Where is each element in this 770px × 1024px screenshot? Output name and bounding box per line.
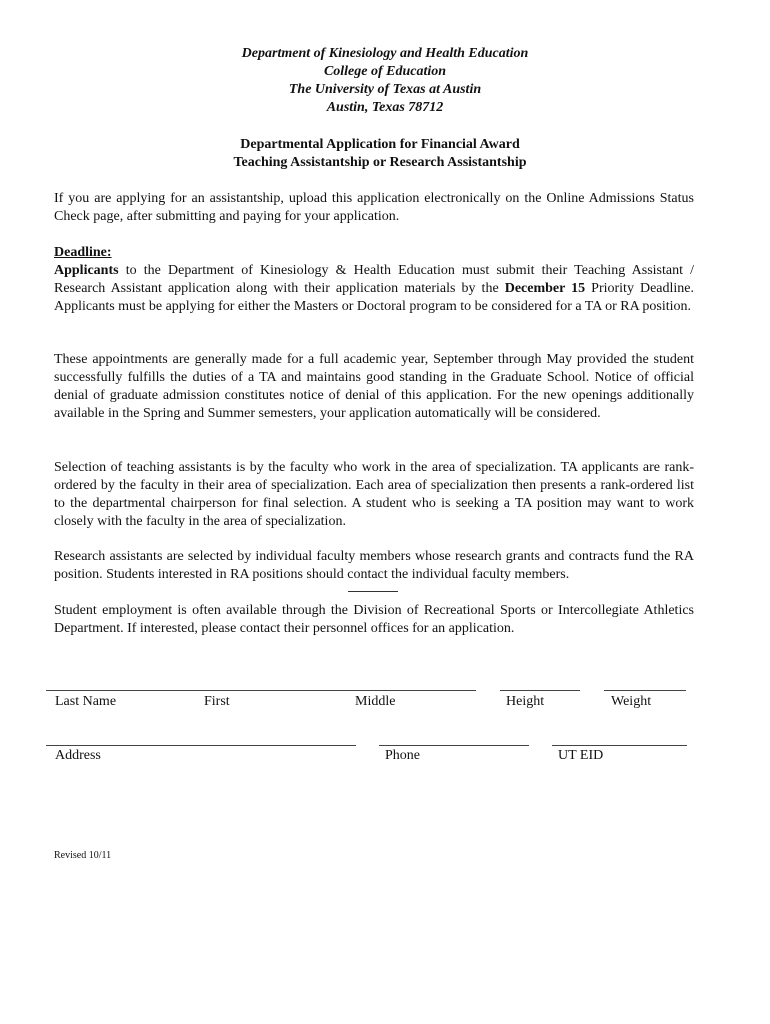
selection-paragraph: Selection of teaching assistants is by the faculty who work in the area of specialization. TA applicants are rank-ordered by the faculty in their area of specialization. Each area of specialization then presents a rank-ordered list to the departmental chairperson for final selection. A student who is seeking a TA position may want to work closely with the faculty in the area of specialization. — [54, 460, 694, 529]
form-title — [0, 136, 760, 172]
middle-name-label: Middle — [355, 694, 396, 709]
deadline-text-1: to the Department of Kinesiology & Health Education must submit their Teaching Assistant / Research Assistant application along with their application materials by the — [54, 263, 694, 296]
address-line[interactable] — [46, 745, 356, 746]
deadline-heading: Deadline: — [54, 245, 112, 260]
ut-eid-line[interactable] — [552, 745, 687, 746]
revision-note: Revised 10/11 — [54, 850, 112, 861]
phone-label: Phone — [385, 748, 420, 763]
intro-paragraph: If you are applying for an assistantship, upload this application electronically on the Online Admissions Status Check page, after submitting and paying for your application. — [54, 191, 694, 224]
employment-paragraph: Student employment is often available through the Division of Recreational Sports or Intercollegiate Athletics Department. If interested, please contact their personnel offices for an application. — [54, 603, 694, 636]
first-name-label: First — [204, 694, 230, 709]
deadline-date: December 15 — [504, 281, 586, 296]
height-line[interactable] — [500, 690, 580, 691]
ut-eid-label: UT EID — [558, 748, 604, 763]
name-line[interactable] — [46, 690, 476, 691]
deadline-applicants: Applicants — [54, 263, 119, 278]
header-address: Austin, Texas 78712 — [326, 100, 444, 115]
header-department: Department of Kinesiology and Health Education — [241, 46, 529, 61]
address-label: Address — [55, 748, 101, 763]
last-name-label: Last Name — [55, 694, 117, 709]
height-label: Height — [506, 694, 545, 709]
department-header — [0, 45, 770, 117]
header-college: College of Education — [323, 64, 447, 79]
header-university: The University of Texas at Austin — [288, 82, 482, 97]
weight-label: Weight — [611, 694, 652, 709]
title-line-2: Teaching Assistantship or Research Assistantship — [233, 155, 527, 170]
weight-line[interactable] — [604, 690, 686, 691]
appointments-paragraph: These appointments are generally made for a full academic year, September through May provided the student successfully fulfills the duties of a TA and maintains good standing in the Graduate School. Notice of official denial of graduate admission constitutes notice of denial of this application. For the new openings additionally available in the Spring and Summer semesters, your application automatically will be considered. — [54, 352, 694, 421]
deadline-paragraph — [54, 244, 694, 316]
research-paragraph: Research assistants are selected by individual faculty members whose research grants and contracts fund the RA position. Students interested in RA positions should contact the individual faculty members. — [54, 549, 694, 582]
phone-line[interactable] — [379, 745, 529, 746]
deadline-text-2: Priority Deadline. Applicants must be applying for either the Masters or Doctoral program to be considered for a TA or RA position. — [54, 281, 695, 314]
title-line-1: Departmental Application for Financial Award — [240, 137, 520, 152]
divider-rule — [348, 591, 398, 592]
